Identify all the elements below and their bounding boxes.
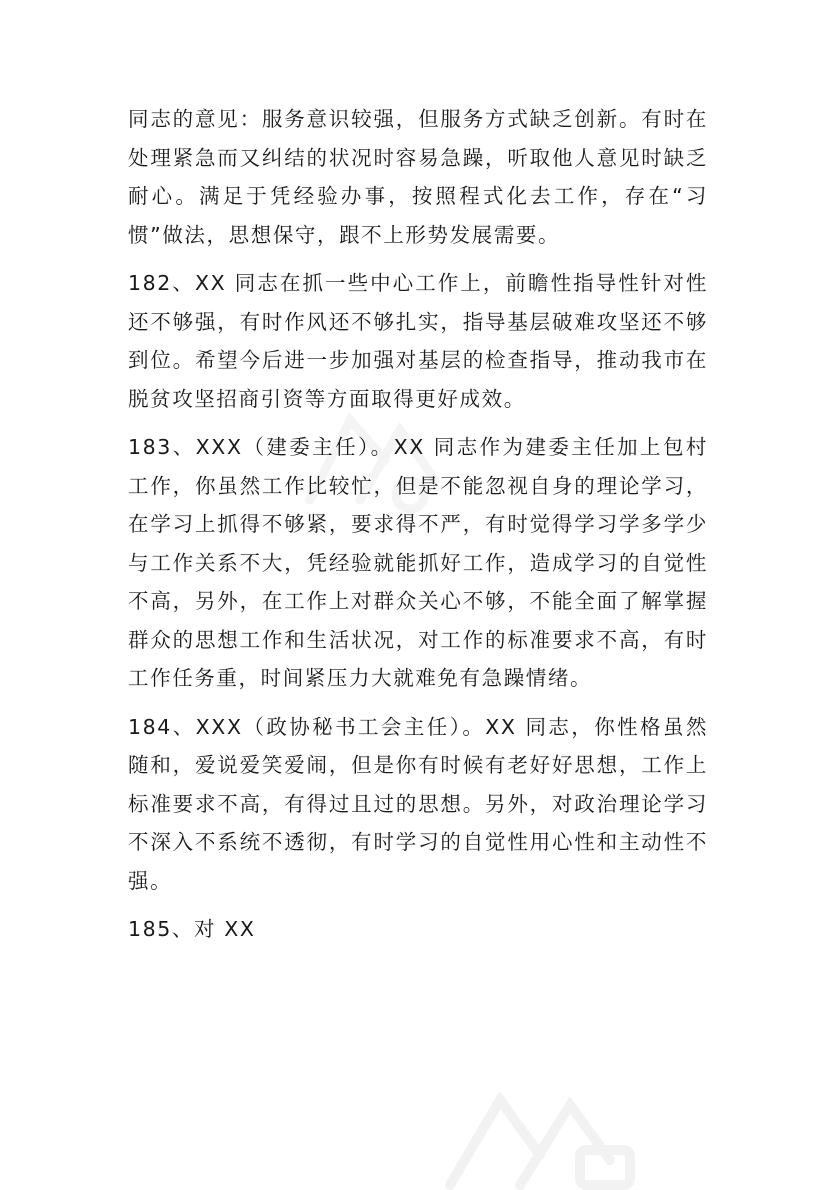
paragraph-item-182: 182、XX 同志在抓一些中心工作上，前瞻性指导性针对性还不够强，有时作风还不够扎实，指导基层破难攻坚还不够到位。希望今后进一步加强对基层的检查指导，推动我市在脱贫攻坚招商引资等方面取得更好成效。: [128, 271, 708, 411]
paragraph-opinion-intro: 同志的意见：服务意识较强，但服务方式缺乏创新。有时在处理紧急而又纠结的状况时容易急躁，听取他人意见时缺乏耐心。满足于凭经验办事，按照程式化去工作，存在“习惯”做法，思想保守，跟不上形势发展需要。: [128, 107, 708, 247]
document-body: [128, 100, 708, 959]
paragraph-item-184: 184、XXX（政协秘书工会主任）。XX 同志，你性格虽然随和，爱说爱笑爱闹，但是你有时候有老好好思想，工作上标准要求不高，有得过且过的思想。另外，对政治理论学习不深入不系统不透彻，有时学习的自觉性用心性和主动性不强。: [128, 714, 708, 893]
paragraph-item-185: 185、对 XX: [128, 917, 256, 941]
paragraph-item-183: 183、XXX（建委主任）。XX 同志作为建委主任加上包村工作，你虽然工作比较忙，但是不能忽视自身的理论学习，在学习上抓得不够紧，要求得不严，有时觉得学习学多学少与工作关系不大，凭经验就能抓好工作，造成学习的自觉性不高，另外，在工作上对群众关心不够，不能全面了解掌握群众的思想工作和生活状况，对工作的标准要求不高，有时工作任务重，时间紧压力大就难免有急躁情绪。: [128, 435, 708, 690]
